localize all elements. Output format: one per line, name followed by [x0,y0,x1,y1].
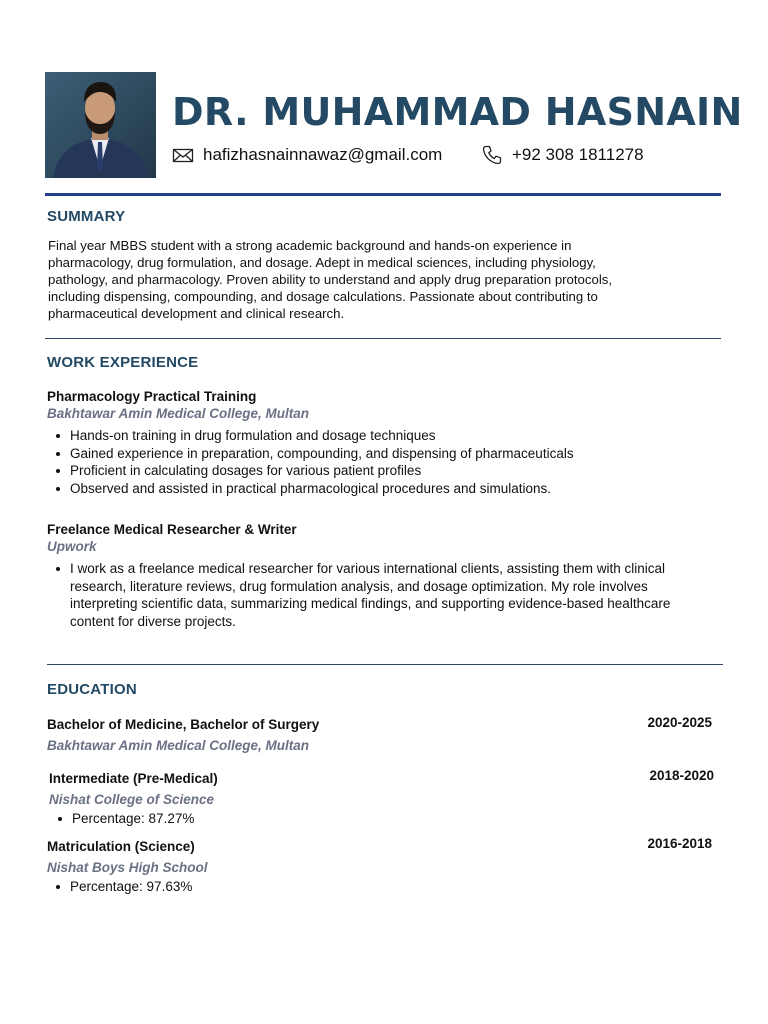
education-heading: EDUCATION [47,681,137,698]
candidate-name: DR. MUHAMMAD HASNAIN [172,90,743,134]
degree-years: 2016-2018 [647,836,712,851]
education-bullets [70,878,192,896]
job-bullet: I work as a freelance medical researcher for various international clients, assisting them with clinical research, literature reviews, drug formulation analysis, and dosage optimization. My role involves interpreting scientific data, summarizing medical findings, and supporting evidence-based healthcare content for diverse projects. [70,560,675,630]
degree-years: 2020-2025 [647,715,712,730]
summary-text: Final year MBBS student with a strong academic background and hands-on experience in pharmacology, drug formulation, and dosage. Adept in medical sciences, including physiology, pathology, and pharmacology. Proven ability to understand and apply drug preparation protocols, including dispensing, compounding, and dosage calculations. Passionate about contributing to pharmaceutical development and clinical research. [48,238,613,321]
job-bullet: Observed and assisted in practical pharmacological procedures and simulations. [70,480,574,498]
education-bullets [72,810,194,828]
job-bullets [70,560,675,630]
institution-name: Nishat Boys High School [47,860,208,875]
email-address[interactable]: hafizhasnainnawaz@gmail.com [203,145,443,164]
institution-name: Bakhtawar Amin Medical College, Multan [47,738,310,753]
degree-name: Intermediate (Pre-Medical) [49,771,218,786]
education-bullet: Percentage: 97.63% [70,879,193,894]
degree-name: Matriculation (Science) [47,839,195,854]
job-organization: Upwork [47,539,97,554]
section-divider [47,664,723,665]
job-bullet: Gained experience in preparation, compounding, and dispensing of pharmaceuticals [70,445,574,461]
degree-years: 2018-2020 [649,768,714,783]
section-divider [45,338,721,339]
work-experience-heading: WORK EXPERIENCE [47,354,199,371]
job-bullet: Hands-on training in drug formulation and dosage techniques [70,427,574,445]
education-bullet: Percentage: 87.27% [72,811,195,826]
job-title: Freelance Medical Researcher & Writer [47,522,297,537]
institution-name: Nishat College of Science [49,792,215,807]
job-bullets [70,427,574,497]
envelope-icon [172,144,194,166]
profile-photo [45,72,156,178]
job-organization: Bakhtawar Amin Medical College, Multan [47,406,310,421]
email-contact[interactable] [172,144,442,166]
job-bullet: Proficient in calculating dosages for various patient profiles [70,462,574,480]
degree-name: Bachelor of Medicine, Bachelor of Surgery [47,717,320,732]
header-divider [45,193,721,196]
phone-contact[interactable] [481,144,644,166]
phone-number[interactable]: +92 308 1811278 [512,145,644,164]
job-title: Pharmacology Practical Training [47,389,257,404]
phone-icon [481,144,503,166]
summary-heading: SUMMARY [47,208,126,225]
